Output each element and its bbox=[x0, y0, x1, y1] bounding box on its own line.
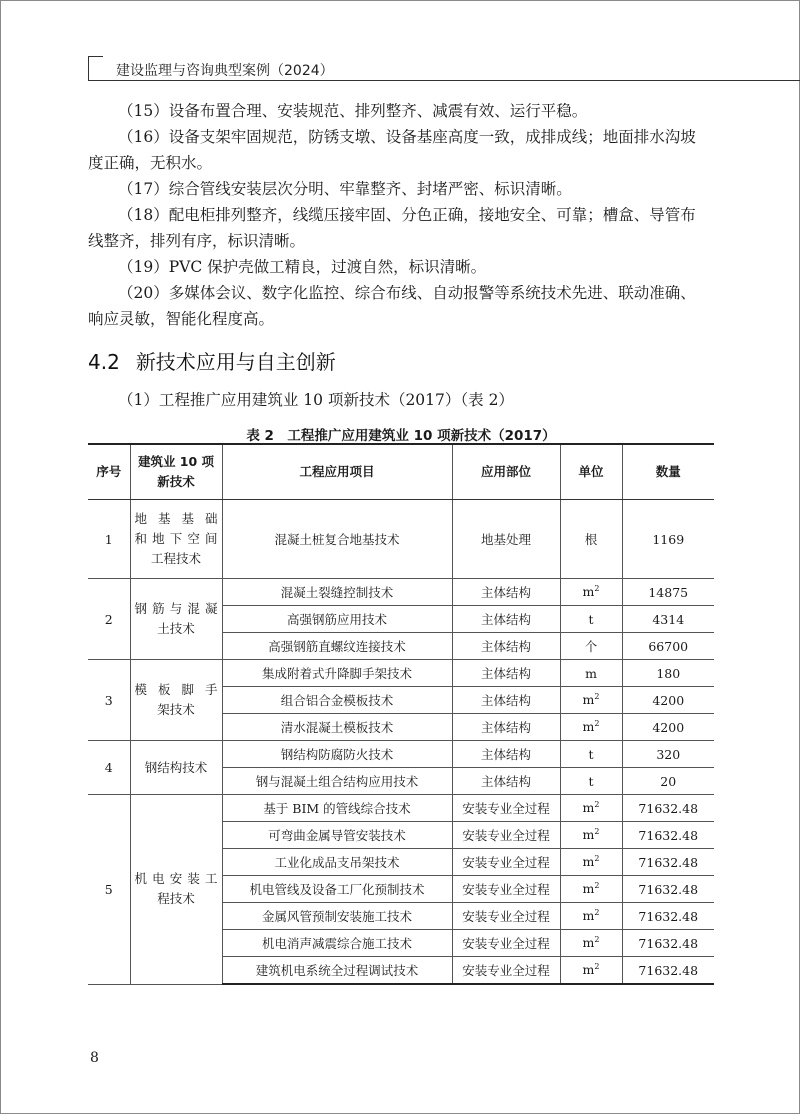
cell-project: 工业化成品支吊架技术 bbox=[222, 849, 452, 876]
header-location: 应用部位 bbox=[452, 444, 560, 500]
header-corner-mark bbox=[88, 56, 103, 81]
unit-text: t bbox=[588, 611, 594, 627]
cell-project: 高强钢筋直螺纹连接技术 bbox=[222, 633, 452, 660]
cell-project: 可弯曲金属导管安装技术 bbox=[222, 822, 452, 849]
category-line: 工程技术 bbox=[150, 551, 201, 566]
cell-unit bbox=[560, 633, 622, 660]
unit-text: m bbox=[582, 827, 595, 843]
cell-quantity: 4314 bbox=[622, 606, 714, 633]
paragraph-text: （19）PVC 保护壳做工精良，过渡自然，标识清晰。 bbox=[118, 258, 487, 276]
technology-table bbox=[88, 443, 714, 985]
cell-unit bbox=[560, 795, 622, 822]
cell-quantity: 180 bbox=[622, 660, 714, 687]
cell-location: 主体结构 bbox=[452, 714, 560, 741]
category-line: 程技术 bbox=[157, 891, 195, 907]
table-row bbox=[88, 500, 714, 579]
paragraph-text: （15）设备布置合理、安装规范、排列整齐、减震有效、运行平稳。 bbox=[118, 102, 588, 120]
subsection-item: （1）工程推广应用建筑业 10 项新技术（2017）（表 2） bbox=[118, 391, 514, 409]
cell-unit bbox=[560, 660, 622, 687]
cell-project: 建筑机电系统全过程调试技术 bbox=[222, 957, 452, 985]
cell-quantity: 14875 bbox=[622, 579, 714, 606]
paragraph-line bbox=[88, 150, 714, 177]
header-category-line1: 建筑业 10 项 bbox=[137, 454, 215, 469]
cell-location: 主体结构 bbox=[452, 660, 560, 687]
cell-unit bbox=[560, 768, 622, 795]
paragraph-text: （18）配电柜排列整齐，线缆压接牢固、分色正确，接地安全、可靠；槽盒、导管布 bbox=[118, 206, 696, 224]
paragraph-line bbox=[88, 124, 714, 151]
unit-text: 个 bbox=[584, 639, 598, 654]
category-line: 和地下空间 bbox=[134, 531, 218, 546]
unit-text: m bbox=[582, 719, 595, 735]
cell-category bbox=[130, 660, 222, 741]
cell-project: 钢结构防腐防火技术 bbox=[222, 741, 452, 768]
cell-project: 高强钢筋应用技术 bbox=[222, 606, 452, 633]
cell-project: 组合铝合金模板技术 bbox=[222, 687, 452, 714]
cell-unit bbox=[560, 930, 622, 957]
header-category-line2: 新技术 bbox=[157, 474, 195, 489]
cell-quantity: 71632.48 bbox=[622, 795, 714, 822]
paragraph-line bbox=[88, 228, 714, 255]
cell-quantity: 71632.48 bbox=[622, 930, 714, 957]
cell-category bbox=[130, 741, 222, 795]
paragraph-line bbox=[88, 98, 714, 125]
cell-project: 混凝土裂缝控制技术 bbox=[222, 579, 452, 606]
unit-text: m bbox=[582, 908, 595, 924]
cell-project: 集成附着式升降脚手架技术 bbox=[222, 660, 452, 687]
unit-superscript: 2 bbox=[594, 908, 600, 918]
cell-project: 金属风管预制安装施工技术 bbox=[222, 903, 452, 930]
cell-unit bbox=[560, 714, 622, 741]
cell-unit bbox=[560, 957, 622, 985]
paragraph-line bbox=[88, 202, 714, 229]
cell-unit bbox=[560, 876, 622, 903]
table-caption: 表 2 工程推广应用建筑业 10 项新技术（2017） bbox=[246, 428, 556, 444]
unit-superscript: 2 bbox=[594, 719, 600, 729]
cell-quantity: 4200 bbox=[622, 687, 714, 714]
paragraph-line bbox=[88, 254, 714, 281]
header-quantity: 数量 bbox=[622, 444, 714, 500]
header-category bbox=[130, 444, 222, 500]
paragraph-line bbox=[88, 306, 714, 333]
cell-location: 主体结构 bbox=[452, 579, 560, 606]
category-line: 地基基础 bbox=[134, 511, 218, 526]
cell-project: 机电管线及设备工厂化预制技术 bbox=[222, 876, 452, 903]
cell-unit bbox=[560, 849, 622, 876]
section-number: 4.2 bbox=[88, 350, 120, 374]
header-rule bbox=[88, 80, 800, 81]
unit-superscript: 2 bbox=[594, 854, 600, 864]
cell-location: 主体结构 bbox=[452, 633, 560, 660]
cell-project: 清水混凝土模板技术 bbox=[222, 714, 452, 741]
cell-quantity: 4200 bbox=[622, 714, 714, 741]
unit-superscript: 2 bbox=[594, 800, 600, 810]
cell-quantity: 66700 bbox=[622, 633, 714, 660]
cell-location: 安装专业全过程 bbox=[452, 822, 560, 849]
cell-project: 钢与混凝土组合结构应用技术 bbox=[222, 768, 452, 795]
cell-location: 安装专业全过程 bbox=[452, 903, 560, 930]
category-line: 机电安装工 bbox=[134, 871, 218, 887]
paragraph-text: （20）多媒体会议、数字化监控、综合布线、自动报警等系统技术先进、联动准确、 bbox=[118, 284, 696, 302]
unit-superscript: 2 bbox=[594, 584, 600, 594]
category-line: 模板脚手 bbox=[134, 682, 218, 697]
unit-text: t bbox=[588, 746, 594, 762]
table-row bbox=[88, 741, 714, 768]
unit-text: m bbox=[582, 692, 595, 708]
unit-text: 根 bbox=[584, 532, 598, 547]
category-line: 钢筋与混凝 bbox=[134, 601, 218, 616]
unit-superscript: 2 bbox=[594, 692, 600, 702]
section-title: 新技术应用与自主创新 bbox=[135, 350, 336, 374]
cell-quantity: 20 bbox=[622, 768, 714, 795]
cell-quantity: 320 bbox=[622, 741, 714, 768]
cell-no: 4 bbox=[88, 741, 130, 795]
unit-text: t bbox=[588, 773, 594, 789]
header-project: 工程应用项目 bbox=[222, 444, 452, 500]
category-line: 钢结构技术 bbox=[144, 759, 208, 775]
page-number: 8 bbox=[90, 1050, 99, 1066]
cell-project: 机电消声减震综合施工技术 bbox=[222, 930, 452, 957]
paragraph-line bbox=[88, 280, 714, 307]
cell-location: 主体结构 bbox=[452, 687, 560, 714]
unit-superscript: 2 bbox=[594, 962, 600, 972]
cell-no: 1 bbox=[88, 500, 130, 579]
section-heading bbox=[88, 346, 336, 375]
unit-text: m bbox=[582, 935, 595, 951]
unit-text: m bbox=[582, 800, 595, 816]
cell-unit bbox=[560, 606, 622, 633]
unit-superscript: 2 bbox=[594, 881, 600, 891]
cell-no: 3 bbox=[88, 660, 130, 741]
header-unit: 单位 bbox=[560, 444, 622, 500]
cell-category bbox=[130, 579, 222, 660]
cell-quantity: 71632.48 bbox=[622, 957, 714, 985]
cell-location: 安装专业全过程 bbox=[452, 795, 560, 822]
cell-quantity: 1169 bbox=[622, 500, 714, 579]
cell-location: 安装专业全过程 bbox=[452, 849, 560, 876]
cell-quantity: 71632.48 bbox=[622, 822, 714, 849]
cell-location: 安装专业全过程 bbox=[452, 876, 560, 903]
table-row bbox=[88, 660, 714, 687]
cell-location: 主体结构 bbox=[452, 606, 560, 633]
unit-text: m bbox=[582, 881, 595, 897]
cell-unit bbox=[560, 903, 622, 930]
cell-location: 安装专业全过程 bbox=[452, 930, 560, 957]
cell-unit bbox=[560, 500, 622, 579]
unit-text: m bbox=[585, 665, 597, 681]
cell-location: 主体结构 bbox=[452, 741, 560, 768]
paragraph-line bbox=[88, 176, 714, 203]
table-row bbox=[88, 795, 714, 822]
cell-category bbox=[130, 500, 222, 579]
unit-text: m bbox=[582, 962, 595, 978]
running-header-title: 建设监理与咨询典型案例（2024） bbox=[116, 63, 334, 79]
unit-text: m bbox=[582, 584, 595, 600]
unit-superscript: 2 bbox=[594, 827, 600, 837]
category-line: 架技术 bbox=[157, 702, 195, 717]
table-header-row bbox=[88, 444, 714, 500]
paragraph-text: （17）综合管线安装层次分明、牢靠整齐、封堵严密、标识清晰。 bbox=[118, 180, 572, 198]
cell-unit bbox=[560, 579, 622, 606]
paragraph-text: 度正确，无积水。 bbox=[88, 154, 213, 172]
paragraph-text: 线整齐，排列有序，标识清晰。 bbox=[88, 232, 306, 250]
cell-project: 基于 BIM 的管线综合技术 bbox=[222, 795, 452, 822]
cell-quantity: 71632.48 bbox=[622, 849, 714, 876]
cell-unit bbox=[560, 687, 622, 714]
category-line: 土技术 bbox=[157, 621, 195, 636]
unit-superscript: 2 bbox=[594, 935, 600, 945]
cell-project: 混凝土桩复合地基技术 bbox=[222, 500, 452, 579]
table-row bbox=[88, 579, 714, 606]
unit-text: m bbox=[582, 854, 595, 870]
cell-quantity: 71632.48 bbox=[622, 876, 714, 903]
cell-location: 地基处理 bbox=[452, 500, 560, 579]
cell-location: 安装专业全过程 bbox=[452, 957, 560, 985]
paragraph-text: 响应灵敏，智能化程度高。 bbox=[88, 310, 275, 328]
cell-location: 主体结构 bbox=[452, 768, 560, 795]
cell-no: 2 bbox=[88, 579, 130, 660]
cell-unit bbox=[560, 741, 622, 768]
cell-category bbox=[130, 795, 222, 985]
cell-quantity: 71632.48 bbox=[622, 903, 714, 930]
cell-unit bbox=[560, 822, 622, 849]
paragraph-text: （16）设备支架牢固规范，防锈支墩、设备基座高度一致，成排成线；地面排水沟坡 bbox=[118, 128, 696, 146]
header-no: 序号 bbox=[88, 444, 130, 500]
cell-no: 5 bbox=[88, 795, 130, 985]
